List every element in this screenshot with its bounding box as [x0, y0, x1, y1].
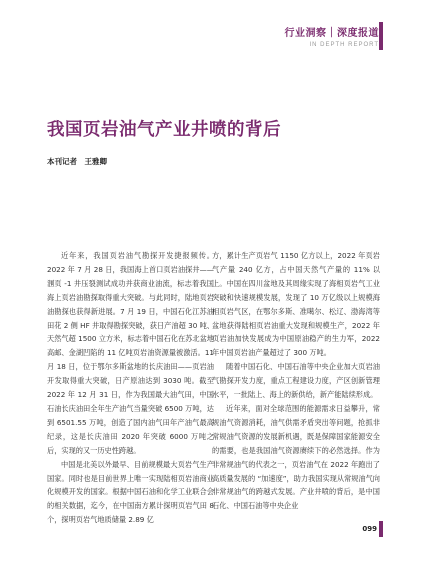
section-header — [285, 24, 380, 48]
right-column — [212, 249, 380, 513]
section-subtitle: IN DEPTH REPORT — [309, 42, 379, 48]
article-title: 我国页岩油气产业井喷的背后 — [47, 120, 281, 140]
body-paragraph-continued: 方，累计生产页岩气 1150 亿方以上，2022 年页岩气产量 240 亿方，占中国天然气产量的 11% 以上。中国在四川盆地及其周缘实现了海相页岩气工业突破和快速规模发展，发现了 10 万亿级以上规模海相页岩气区，在鄂尔多斯、准噶尔、松辽、渤海湾等盆地获得陆相页岩油重大发现和规模生产，2022 年页岩油加快发展成为中国原油稳产的生力军，2022 年中国页岩油产量超过了 300 万吨。 — [212, 251, 380, 358]
body-paragraph: 中国是北美以外最早、目前规模最大页岩气生产国家。同时也是目前世界上唯一实现陆相页岩油商业化规模开发的国家。根据中国石油和化学工业联合会的相关数据，迄今，在中国南方累计探明页岩气田 8 个，探明页岩气地质储量 2.89 亿 — [47, 459, 214, 525]
body-paragraph: 近年来，我国页岩油气勘探开发捷报频传。2022 年 7 月 28 日，我国海上首口页岩油探井——涠页 -1 井压裂测试成功并获商业油流，标志着我国海上页岩油勘探取得重大突破。与此同时，陆地页岩油勘探也获得新进展。7 月 19 日，中国石化江苏油田花 2 侧 HF 井取得勘探突破，获日产油超 30 吨、天然气超 1500 立方米，标志着中国石化在苏北盆地高邮、金湖凹陷的 11 亿吨页岩油资源量被激活。11 月 18 日，位于鄂尔多斯盆地的长庆油田——页岩油开发取得重大突破，日产原油达到 3030 吨。截至 2022 年 12 月 31 日，作为我国最大油气田，中国石油长庆油田全年生产油气当量突破 6500 万吨，达到 6501.55 万吨，创造了国内油气田年产油气最高纪录，这是长庆油田 2020 年突破 6000 万吨之后，实现的又一历史性跨越。 — [47, 251, 214, 455]
page-accent-bar — [379, 521, 383, 537]
page-number: 099 — [362, 525, 377, 533]
left-column — [47, 249, 214, 527]
article-author: 本刊记者 王雅卿 — [47, 157, 107, 166]
section-title: 行业洞察｜深度报道 — [284, 28, 379, 39]
body-paragraph: 随着中国石化、中国石油等中央企业加大页岩油气勘探开发力度，重点工程建设力度，产区创新管理水平，一批陆上、海上的新供给，新产能陆续形成。 — [212, 362, 380, 400]
header-accent-bar — [379, 22, 383, 50]
body-paragraph: 近年来，面对全球范围的能源需求日益攀升，常规油气资源消耗，油气供需矛盾突出等问题，抢抓非常规油气资源的发展新机遇，既是保障国家能源安全的需要，也是我国油气资源赓续下的必然选择。作为非常规油气的代表之一，页岩油气在 2022 年跑出了高质量发展的 “加速度”，助力我国实现从常规油气向非常规油气的跨越式发展。产业井喷的背后，是中国石化、中国石油等中央企业 — [212, 403, 380, 511]
